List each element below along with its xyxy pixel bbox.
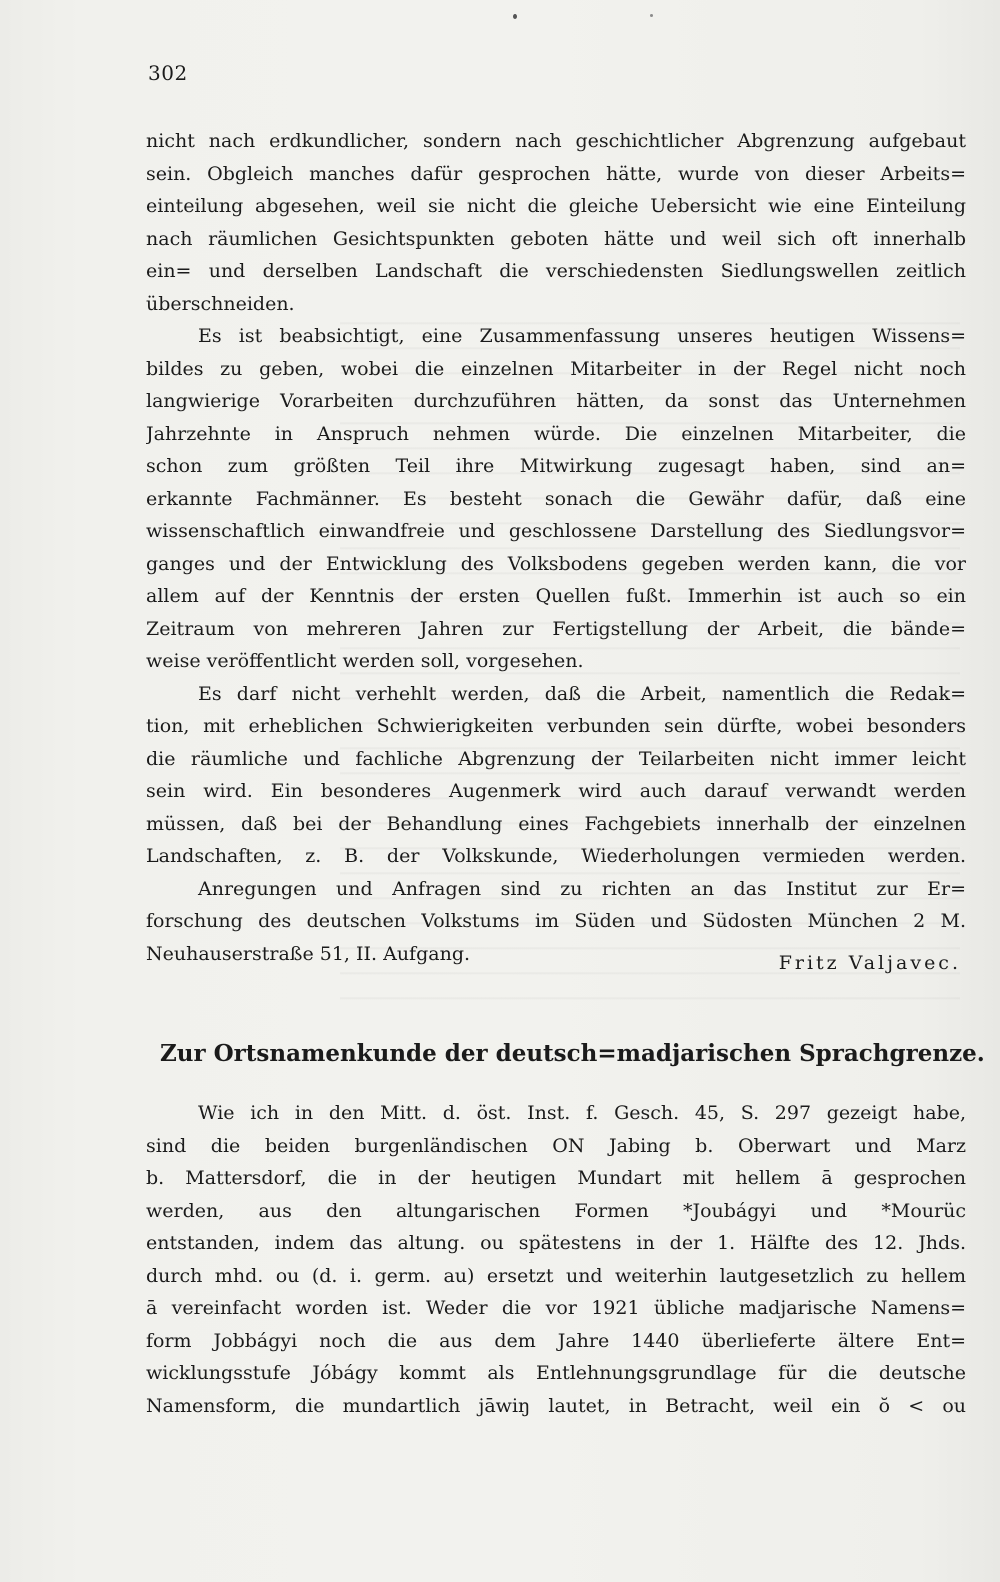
ink-speck <box>650 14 653 17</box>
text-line: forschung des deutschen Volkstums im Süden und Südosten München 2 M. <box>146 910 966 932</box>
paragraph-5 <box>146 1097 966 1422</box>
text-line: Zeitraum von mehreren Jahren zur Fertigstellung der Arbeit, die bände= <box>146 617 966 640</box>
author-signature: Fritz Valjavec. <box>778 952 961 974</box>
text-line: Wie ich in den Mitt. d. öst. Inst. f. Gesch. 45, S. 297 gezeigt habe, <box>198 1102 966 1124</box>
text-line: Landschaften, z. B. der Volkskunde, Wiederholungen vermieden werden. <box>146 845 966 867</box>
text-line: wicklungsstufe Jóbágy kommt als Entlehnungsgrundlage für die deutsche <box>146 1362 966 1384</box>
paragraph-2 <box>146 320 966 678</box>
text-line: sein. Obgleich manches dafür gesprochen hätte, wurde von dieser Arbeits= <box>146 162 966 185</box>
text-line: ein= und derselben Landschaft die verschiedensten Siedlungswellen zeitlich <box>146 260 966 282</box>
text-line: b. Mattersdorf, die in der heutigen Mundart mit hellem ā gesprochen <box>146 1167 966 1189</box>
text-line: nicht nach erdkundlicher, sondern nach geschichtlicher Abgrenzung aufgebaut <box>146 130 966 152</box>
paragraph-1 <box>146 125 966 320</box>
section-title: Zur Ortsnamenkunde der deutsch=madjarischen Sprachgrenze. <box>160 1040 985 1067</box>
text-line: schon zum größten Teil ihre Mitwirkung zugesagt haben, sind an= <box>146 455 966 477</box>
text-line: Anregungen und Anfragen sind zu richten an das Institut zur Er= <box>198 877 966 900</box>
text-line: bildes zu geben, wobei die einzelnen Mitarbeiter in der Regel nicht noch <box>146 357 966 380</box>
paragraph-3 <box>146 678 966 873</box>
body-text-section-2 <box>146 1097 966 1422</box>
text-line: allem auf der Kenntnis der ersten Quellen fußt. Immerhin ist auch so ein <box>146 585 966 607</box>
text-line: langwierige Vorarbeiten durchzuführen hätten, da sonst das Unternehmen <box>146 390 966 412</box>
body-text-section-1 <box>146 125 966 970</box>
ink-speck <box>513 14 517 19</box>
text-line: Es ist beabsichtigt, eine Zusammenfassung unseres heutigen Wissens= <box>198 325 966 347</box>
text-line: Namensform, die mundartlich jāwiŋ lautet, in Betracht, weil ein ŏ < ou <box>146 1394 966 1417</box>
text-line: tion, mit erheblichen Schwierigkeiten verbunden sein dürfte, wobei besonders <box>146 715 966 737</box>
text-line: weise veröffentlicht werden soll, vorgesehen. <box>146 650 584 672</box>
text-line: ā vereinfacht worden ist. Weder die vor 1921 übliche madjarische Namens= <box>146 1297 966 1319</box>
text-line: erkannte Fachmänner. Es besteht sonach die Gewähr dafür, daß eine <box>146 487 966 510</box>
text-line: Jahrzehnte in Anspruch nehmen würde. Die einzelnen Mitarbeiter, die <box>146 422 966 445</box>
text-line: die räumliche und fachliche Abgrenzung der Teilarbeiten nicht immer leicht <box>146 747 966 770</box>
text-line: sein wird. Ein besonderes Augenmerk wird auch darauf verwandt werden <box>146 780 966 802</box>
text-line: wissenschaftlich einwandfreie und geschlossene Darstellung des Siedlungsvor= <box>146 520 966 542</box>
page-number: 302 <box>148 61 188 85</box>
text-line: ganges und der Entwicklung des Volksbodens gegeben werden kann, die vor <box>146 552 966 575</box>
text-line: sind die beiden burgenländischen ON Jabing b. Oberwart und Marz <box>146 1134 966 1157</box>
text-line: entstanden, indem das altung. ou spätestens in der 1. Hälfte des 12. Jhds. <box>146 1232 966 1254</box>
text-line: nach räumlichen Gesichtspunkten geboten hätte und weil sich oft innerhalb <box>146 227 966 250</box>
text-line: werden, aus den altungarischen Formen *Joubágyi und *Mourüc <box>146 1199 966 1222</box>
text-line: durch mhd. ou (d. i. germ. au) ersetzt und weiterhin lautgesetzlich zu hellem <box>146 1264 966 1287</box>
text-line: überschneiden. <box>146 292 295 315</box>
text-line: müssen, daß bei der Behandlung eines Fachgebiets innerhalb der einzelnen <box>146 812 966 835</box>
text-line: Neuhauserstraße 51, II. Aufgang. <box>146 942 471 965</box>
text-line: form Jobbágyi noch die aus dem Jahre 1440 überlieferte ältere Ent= <box>146 1329 966 1352</box>
text-line: einteilung abgesehen, weil sie nicht die gleiche Uebersicht wie eine Einteilung <box>146 195 966 217</box>
text-line: Es darf nicht verhehlt werden, daß die Arbeit, namentlich die Redak= <box>198 682 966 705</box>
